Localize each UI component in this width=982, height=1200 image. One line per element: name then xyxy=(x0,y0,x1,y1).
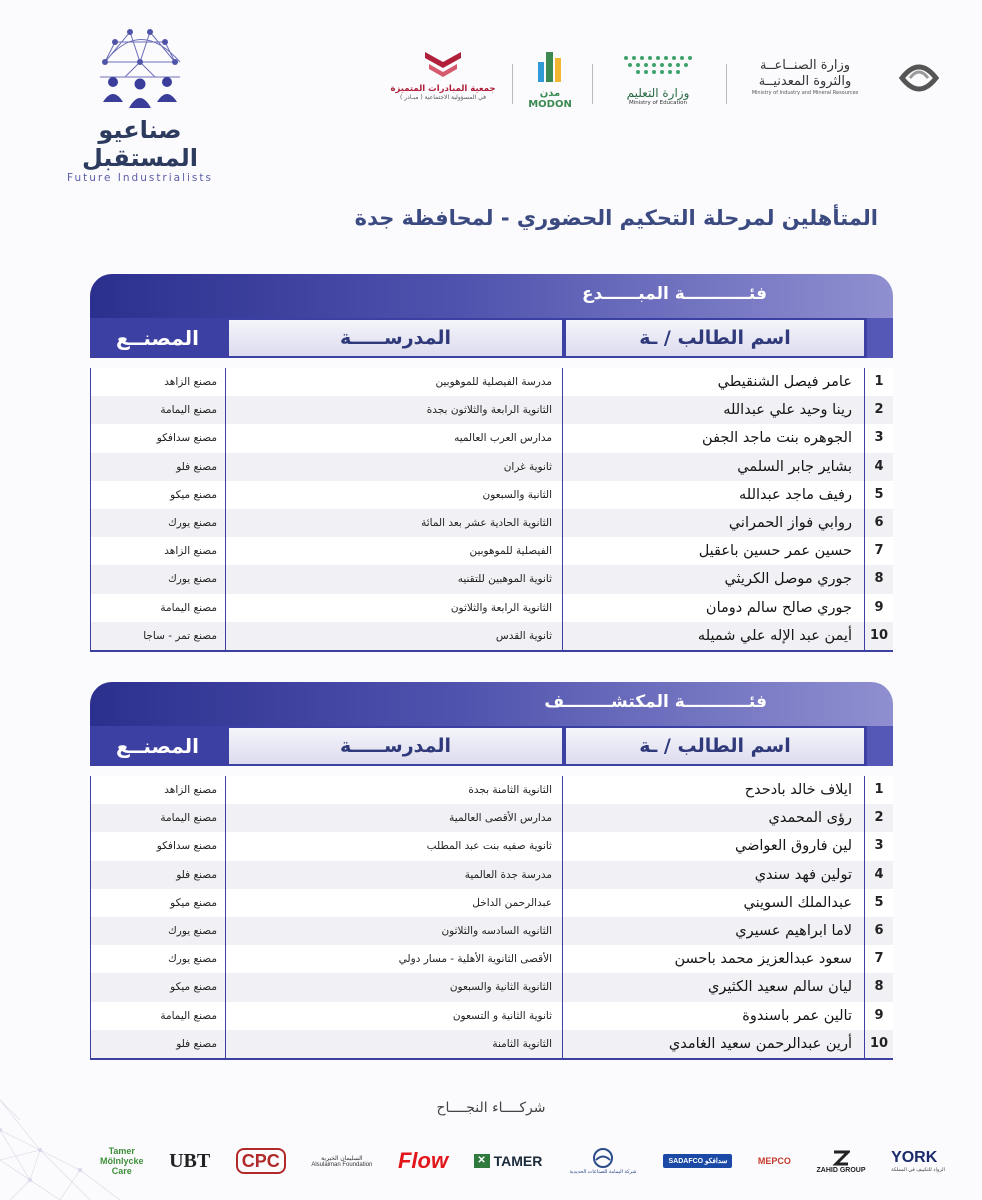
modon-line2: MODON xyxy=(528,99,572,110)
student-name: أرين عبدالرحمن سعيد الغامدي xyxy=(562,1030,864,1058)
table-row xyxy=(90,368,893,396)
student-name: حسين عمر حسين باعقيل xyxy=(562,537,864,565)
table-row xyxy=(90,594,893,622)
category-bar xyxy=(90,274,893,320)
row-number: 9 xyxy=(864,594,893,622)
school-name: مدارس العرب العالميه xyxy=(225,424,562,452)
student-name: ايلاف خالد بادحدح xyxy=(562,776,864,804)
category-bar xyxy=(90,682,893,728)
yamamah-logo xyxy=(568,1138,638,1184)
factory-name: مصنع سدافكو xyxy=(90,424,225,452)
table-row xyxy=(90,565,893,593)
tamer-name: TAMER xyxy=(493,1153,543,1169)
row-number: 7 xyxy=(864,945,893,973)
brand-name-ar: صناعيو المستقبل xyxy=(81,116,199,172)
modon-line1: مدن xyxy=(539,88,561,99)
explorer-category-table xyxy=(90,682,893,1060)
student-name: أيمن عبد الإله علي شميله xyxy=(562,622,864,650)
table-row xyxy=(90,396,893,424)
student-name: ليان سالم سعيد الكثيري xyxy=(562,973,864,1001)
zahid-name: ZAHID GROUP xyxy=(816,1166,866,1174)
school-name: ثانوية غران xyxy=(225,453,562,481)
row-number: 5 xyxy=(864,481,893,509)
school-name: الثانوية الثانية والسبعون xyxy=(225,973,562,1001)
row-number: 2 xyxy=(864,396,893,424)
factory-name: مصنع تمر - ساجا xyxy=(90,622,225,650)
student-name: بشاير جابر السلمي xyxy=(562,453,864,481)
school-name: الثانوية الرابعة والثلاثون xyxy=(225,594,562,622)
table-row xyxy=(90,889,893,917)
sulaiman-logo xyxy=(311,1138,372,1184)
mubadara-logo xyxy=(388,48,498,101)
ministry-industry-logo xyxy=(720,58,890,96)
student-column-header: اسم الطالب / ـة xyxy=(566,320,864,356)
logo-divider xyxy=(512,64,513,104)
tmc-line2: Mölnlycke xyxy=(100,1156,144,1166)
factory-name: مصنع الزاهد xyxy=(90,537,225,565)
student-name: رؤى المحمدي xyxy=(562,804,864,832)
industry-line3: Ministry of Industry and Mineral Resources xyxy=(751,90,859,96)
school-name: الثانوية الثامنة بجدة xyxy=(225,776,562,804)
factory-name: مصنع اليمامة xyxy=(90,396,225,424)
student-name: رفيف ماجد عبدالله xyxy=(562,481,864,509)
category-label: فئـــــــــــة المكتشــــــــف xyxy=(544,692,767,712)
table-row xyxy=(90,1002,893,1030)
student-name: عامر فيصل الشنقيطي xyxy=(562,368,864,396)
modon-buildings-icon xyxy=(534,48,566,84)
york-name: YORK xyxy=(891,1149,938,1166)
row-number: 5 xyxy=(864,889,893,917)
table-row xyxy=(90,804,893,832)
factory-name: مصنع يورك xyxy=(90,565,225,593)
table-row xyxy=(90,917,893,945)
factory-name: مصنع فلو xyxy=(90,453,225,481)
student-name: رينا وحيد علي عبدالله xyxy=(562,396,864,424)
factory-name: مصنع فلو xyxy=(90,861,225,889)
factory-name: مصنع يورك xyxy=(90,945,225,973)
student-name: تولين فهد سندي xyxy=(562,861,864,889)
york-sub: الرواد للتكييف في المملكة xyxy=(891,1167,945,1173)
globe-people-icon xyxy=(85,22,195,114)
factory-name: مصنع فلو xyxy=(90,1030,225,1058)
school-name: مدرسة جدة العالمية xyxy=(225,861,562,889)
school-name: ثانوية صفيه بنت عبد المطلب xyxy=(225,832,562,860)
row-number: 9 xyxy=(864,1002,893,1030)
table-row xyxy=(90,973,893,1001)
partners-title: شركــــاء النجــــاح xyxy=(436,1100,546,1116)
student-column-header: اسم الطالب / ـة xyxy=(566,728,864,764)
row-number: 3 xyxy=(864,832,893,860)
ministry-education-logo xyxy=(612,52,704,106)
mubadara-line1: جمعية المبادرات المتميزة xyxy=(390,84,496,94)
tamer-icon: ✕ xyxy=(474,1154,490,1168)
tamer-logo xyxy=(474,1138,543,1184)
flow-name: Flow xyxy=(397,1148,449,1173)
table-row xyxy=(90,945,893,973)
category-label: فئـــــــــــة المبــــــدع xyxy=(581,284,767,304)
zahid-logo xyxy=(817,1138,866,1184)
school-name: الثانوية الرابعة والثلاثون بجدة xyxy=(225,396,562,424)
school-name: مدارس الأقصى العالمية xyxy=(225,804,562,832)
sulaiman-name: السليمان الخيرية xyxy=(321,1155,363,1162)
table-row xyxy=(90,1030,893,1058)
factory-name: مصنع اليمامة xyxy=(90,1002,225,1030)
partners-strip xyxy=(100,1138,945,1184)
table-row xyxy=(90,537,893,565)
ministry-industry-icon xyxy=(896,58,942,100)
york-logo xyxy=(891,1138,945,1184)
row-number: 8 xyxy=(864,973,893,1001)
factory-name: مصنع ميكو xyxy=(90,481,225,509)
page-title: المتأهلين لمرحلة التحكيم الحضوري - لمحافظة جدة xyxy=(354,206,878,230)
student-name: سعود عبدالعزيز محمد باحسن xyxy=(562,945,864,973)
yamamah-name: شركة اليمامة للصناعات الحديدية xyxy=(569,1169,637,1175)
logo-divider xyxy=(726,64,727,104)
cpc-name: CPC xyxy=(241,1150,280,1171)
table-row xyxy=(90,622,893,650)
tmc-line3: Care xyxy=(111,1166,132,1176)
table-row xyxy=(90,424,893,452)
mubadara-chevron-icon xyxy=(421,48,465,80)
school-name: عبدالرحمن الداخل xyxy=(225,889,562,917)
creator-category-table xyxy=(90,274,893,652)
column-header-bar xyxy=(90,318,893,358)
logo-divider xyxy=(592,64,593,104)
row-number: 10 xyxy=(864,622,893,650)
cpc-logo xyxy=(236,1148,286,1174)
sulaiman-sub: Alsulaiman Foundation xyxy=(311,1161,373,1168)
row-number: 6 xyxy=(864,917,893,945)
table-header xyxy=(90,682,893,770)
factory-column-header: المصنــع xyxy=(116,326,199,350)
row-number: 10 xyxy=(864,1030,893,1058)
row-number: 1 xyxy=(864,368,893,396)
table-header xyxy=(90,274,893,362)
sadafco-logo xyxy=(663,1138,732,1184)
number-column-header xyxy=(867,726,893,766)
brand-name-en: Future Industrialists xyxy=(67,172,213,184)
mubadara-line2: في المسؤولية الاجتماعية ( مبـادر ) xyxy=(400,94,486,101)
table-row xyxy=(90,481,893,509)
student-name: الجوهره بنت ماجد الجفن xyxy=(562,424,864,452)
student-name: لاما ابراهيم عسيري xyxy=(562,917,864,945)
school-name: مدرسة الفيصلية للموهوبين xyxy=(225,368,562,396)
school-name: الثانوية الثامنة xyxy=(225,1030,562,1058)
row-number: 2 xyxy=(864,804,893,832)
row-number: 8 xyxy=(864,565,893,593)
table-row xyxy=(90,453,893,481)
tamer-molnlycke-logo xyxy=(100,1138,144,1184)
factory-name: مصنع اليمامة xyxy=(90,804,225,832)
factory-name: مصنع ميكو xyxy=(90,973,225,1001)
school-name: الثانية والسبعون xyxy=(225,481,562,509)
sadafco-name: SADAFCO سدافكو xyxy=(663,1154,732,1168)
school-name: ثانوية الثانية و التسعون xyxy=(225,1002,562,1030)
mepco-logo xyxy=(758,1138,791,1184)
row-number: 4 xyxy=(864,453,893,481)
table-row xyxy=(90,861,893,889)
ubt-logo xyxy=(169,1138,210,1184)
school-name: الأقصى الثانوية الأهلية - مسار دولي xyxy=(225,945,562,973)
table-body xyxy=(90,776,893,1060)
factory-name: مصنع يورك xyxy=(90,509,225,537)
student-name: لين فاروق العواضي xyxy=(562,832,864,860)
tmc-line1: Tamer xyxy=(108,1146,135,1156)
factory-name: مصنع سدافكو xyxy=(90,832,225,860)
school-name: الثانويه السادسه والثلاثون xyxy=(225,917,562,945)
factory-name: مصنع اليمامة xyxy=(90,594,225,622)
yamamah-icon xyxy=(592,1147,614,1169)
student-name: جوري موصل الكريثي xyxy=(562,565,864,593)
school-name: الثانوية الحادية عشر بعد المائة xyxy=(225,509,562,537)
factory-column-header: المصنــع xyxy=(116,734,199,758)
school-name: ثانوية الموهبين للتقنيه xyxy=(225,565,562,593)
student-name: تالين عمر باسندوة xyxy=(562,1002,864,1030)
table-row xyxy=(90,776,893,804)
student-name: روابي فواز الحمراني xyxy=(562,509,864,537)
factory-name: مصنع الزاهد xyxy=(90,368,225,396)
education-line1: وزارة التعليم xyxy=(626,86,690,100)
industry-line1: وزارة الصنــاعــة xyxy=(759,58,851,73)
modon-logo xyxy=(528,48,572,110)
row-number: 3 xyxy=(864,424,893,452)
table-row xyxy=(90,832,893,860)
row-number: 6 xyxy=(864,509,893,537)
row-number: 1 xyxy=(864,776,893,804)
student-name: جوري صالح سالم دومان xyxy=(562,594,864,622)
student-name: عبدالملك السويني xyxy=(562,889,864,917)
flow-logo xyxy=(398,1138,448,1184)
education-line2: Ministry of Education xyxy=(628,100,687,106)
dots-pattern-icon xyxy=(618,52,698,78)
industry-line2: والثروة المعدنيــة xyxy=(758,74,852,89)
factory-name: مصنع الزاهد xyxy=(90,776,225,804)
school-column-header: المدرســـــة xyxy=(229,728,562,764)
school-name: ثانوية القدس xyxy=(225,622,562,650)
factory-name: مصنع ميكو xyxy=(90,889,225,917)
table-row xyxy=(90,509,893,537)
table-body xyxy=(90,368,893,652)
factory-name: مصنع يورك xyxy=(90,917,225,945)
row-number: 7 xyxy=(864,537,893,565)
row-number: 4 xyxy=(864,861,893,889)
header xyxy=(0,0,982,190)
future-industrialists-logo xyxy=(40,22,240,182)
number-column-header xyxy=(867,318,893,358)
school-column-header: المدرســـــة xyxy=(229,320,562,356)
zahid-icon xyxy=(832,1149,850,1167)
column-header-bar xyxy=(90,726,893,766)
mepco-name: MEPCO xyxy=(757,1156,791,1166)
school-name: الفيصلية للموهوبين xyxy=(225,537,562,565)
ubt-name: UBT xyxy=(169,1149,211,1172)
